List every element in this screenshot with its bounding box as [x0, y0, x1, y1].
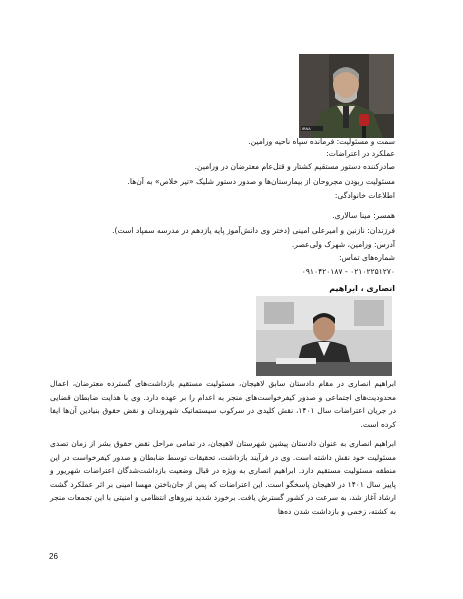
portrait-desk-photo-icon: [256, 296, 392, 376]
profile-name-heading: انصاری ، ابراهیم: [329, 284, 395, 293]
family-heading: اطلاعات خانوادگی:: [334, 191, 395, 200]
portrait-uniform-photo-icon: [299, 54, 394, 138]
page-number: 26: [49, 552, 58, 561]
children-line: فرزندان: نازنین و امیرعلی امینی (دختر وی دانش‌آموز پایه یازدهم در مدرسه سمپاد است).: [112, 226, 395, 235]
portrait-photo-prosecutor: [256, 296, 392, 376]
phones-line: ۰۲۱۰۲۲۵۱۲۷۰ - ۰۹۱۰۴۲۰۱۸۷: [301, 267, 395, 276]
svg-text:IRNA: IRNA: [302, 127, 311, 131]
action-item-2: مسئولیت ربودن مجروحان از بیمارستان‌ها و صدور دستور شلیک «تیر خلاص» به آن‌ها.: [127, 177, 395, 186]
address-line: آدرس: ورامین، شهرک ولی‌عصر.: [291, 240, 395, 249]
phones-heading: شماره‌های تماس:: [338, 253, 395, 262]
portrait-photo-commander: [299, 54, 394, 138]
actions-heading: عملکرد در اعتراضات:: [326, 149, 395, 158]
profile-paragraph-1: ابراهیم انصاری در مقام دادستان سابق لاهیجان، مسئولیت مستقیم بازداشت‌های گسترده معترضان، اعمال محدودیت‌های اجتماعی و صدور کیفرخواست‌های منجر به اعدام را بر عهده دارد. وی با هدایت ضابطان قضایی در جریان اعتراضات سال ۱۴۰۱، نقش کلیدی در سرکوب سیستماتیک شهروندان و نقض حقوق بنیادین آن‌ها ایفا کرده است.: [50, 379, 396, 429]
profile-paragraph-2: ابراهیم انصاری به عنوان دادستان پیشین شهرستان لاهیجان، در تمامی مراحل نقض حقوق بشر از زمان تصدی مسئولیت خود نقش داشته است. وی در فرآیند بازداشت، تحقیقات توسط ضابطان و صدور کیفرخواست در این منطقه مسئولیت مستقیم دارد. ابراهیم انصاری به ویژه در قبال وضعیت بازداشت‌شدگان اعتراضات شهریور و پاییز سال ۱۴۰۱ در لاهیجان پاسخگو است. این اعتراضات که پس از جان‌باختن مهسا امینی بر اثر عملکرد گشت ارشاد آغاز شد، به سرعت در کشور گسترش یافت. برخورد شدید نیروهای انتظامی و امنیتی با این تجمعات منجر به کشته، زخمی و بازداشت شدن ده‌ها: [50, 439, 396, 516]
position-line: سمت و مسئولیت: فرمانده سپاه ناحیه ورامین.: [248, 137, 395, 146]
action-item-1: صادرکننده دستور مستقیم کشتار و قتل‌عام معترضان در ورامین.: [194, 162, 395, 171]
spouse-line: همسر: مینا سالاری.: [332, 211, 395, 220]
